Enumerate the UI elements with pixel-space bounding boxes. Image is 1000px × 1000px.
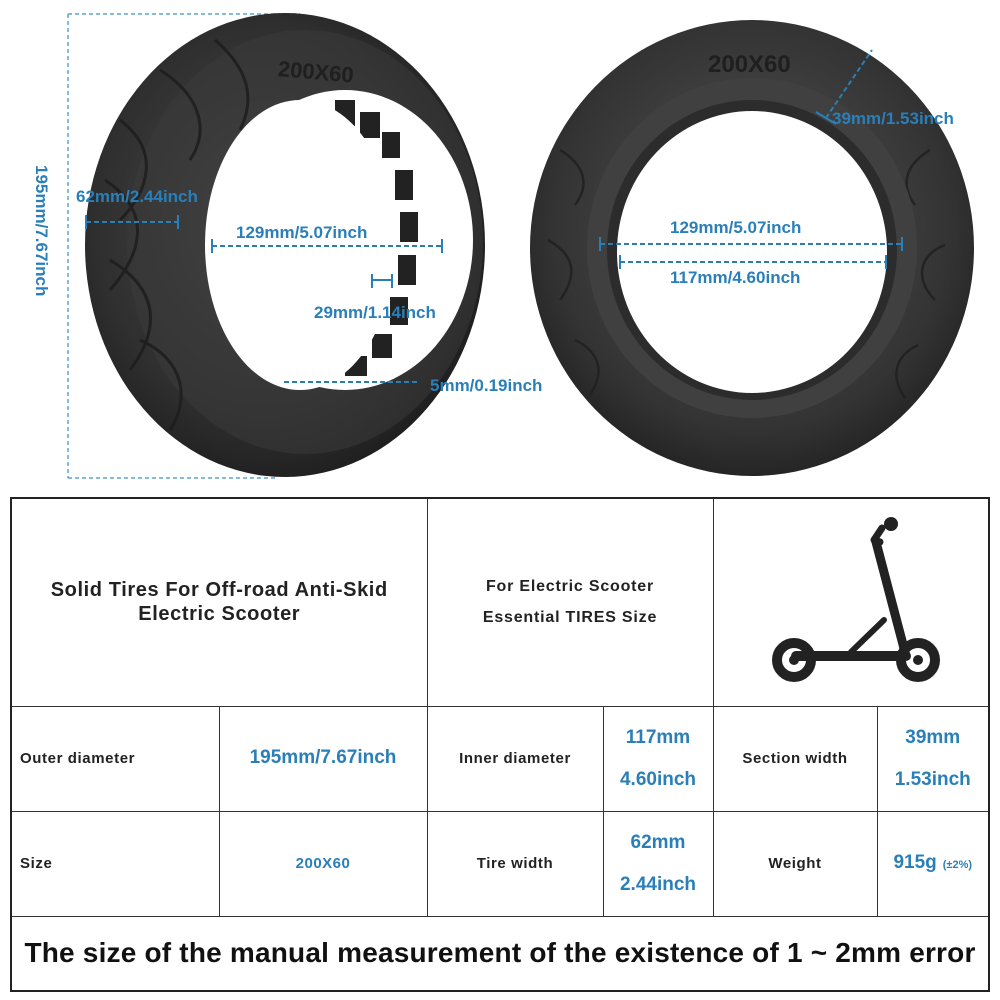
scooter-icon	[756, 510, 946, 690]
tire-width-mm: 62mm	[630, 831, 686, 853]
spec-table	[10, 497, 990, 992]
spec-row-1	[11, 706, 989, 811]
product-title: Solid Tires For Off-road Anti-Skid Electric Scooter	[11, 498, 427, 706]
note-row	[11, 916, 989, 991]
weight-value	[877, 811, 989, 916]
inner-ring-dim-right: 129mm/5.07inch	[670, 218, 802, 237]
inner-diameter-mm: 117mm	[625, 726, 691, 748]
outer-diameter-dim: 195mm/7.67inch	[32, 165, 51, 297]
tire-width-value	[603, 811, 713, 916]
tire-width-dim: 62mm/2.44inch	[76, 187, 198, 206]
section-width-label: Section width	[713, 706, 877, 811]
weight-tolerance: (±2%)	[942, 859, 973, 872]
right-sidewall-text: 200X60	[708, 51, 791, 78]
outer-diameter-value: 195mm/7.67inch	[219, 706, 427, 811]
right-tire	[530, 20, 974, 476]
measurement-error-note: The size of the manual measurement of the existence of 1 ~ 2mm error	[11, 916, 989, 991]
spec-row-2	[11, 811, 989, 916]
inner-diameter-label: Inner diameter	[427, 706, 603, 811]
section-width-mm: 39mm	[905, 726, 961, 748]
size-value: 200X60	[219, 811, 427, 916]
spoke-dim: 29mm/1.14inch	[314, 303, 436, 322]
weight-label: Weight	[713, 811, 877, 916]
inner-diameter-inch: 4.60inch	[619, 768, 697, 790]
tire-width-label: Tire width	[427, 811, 603, 916]
inner-diameter-dim: 117mm/4.60inch	[670, 268, 801, 287]
rim-dim: 5mm/0.19inch	[430, 376, 543, 395]
inner-ring-dim-left: 129mm/5.07inch	[236, 223, 368, 242]
product-subtitle	[427, 498, 713, 706]
section-width-value	[877, 706, 989, 811]
tire-illustration	[0, 0, 1000, 490]
size-label: Size	[11, 811, 219, 916]
section-width-dim: 39mm/1.53inch	[832, 109, 954, 128]
inner-diameter-value	[603, 706, 713, 811]
section-width-inch: 1.53inch	[894, 768, 971, 790]
outer-diameter-label: Outer diameter	[11, 706, 219, 811]
tire-width-inch: 2.44inch	[619, 873, 697, 895]
scooter-icon-cell	[713, 498, 989, 706]
subtitle-line-1: For Electric Scooter	[485, 578, 655, 596]
left-sidewall-text: 200X60	[276, 56, 355, 88]
weight-number: 915g	[893, 852, 937, 874]
subtitle-line-2: Essential TIRES Size	[482, 609, 658, 627]
header-row	[11, 498, 989, 706]
product-photo-area	[0, 0, 1000, 490]
